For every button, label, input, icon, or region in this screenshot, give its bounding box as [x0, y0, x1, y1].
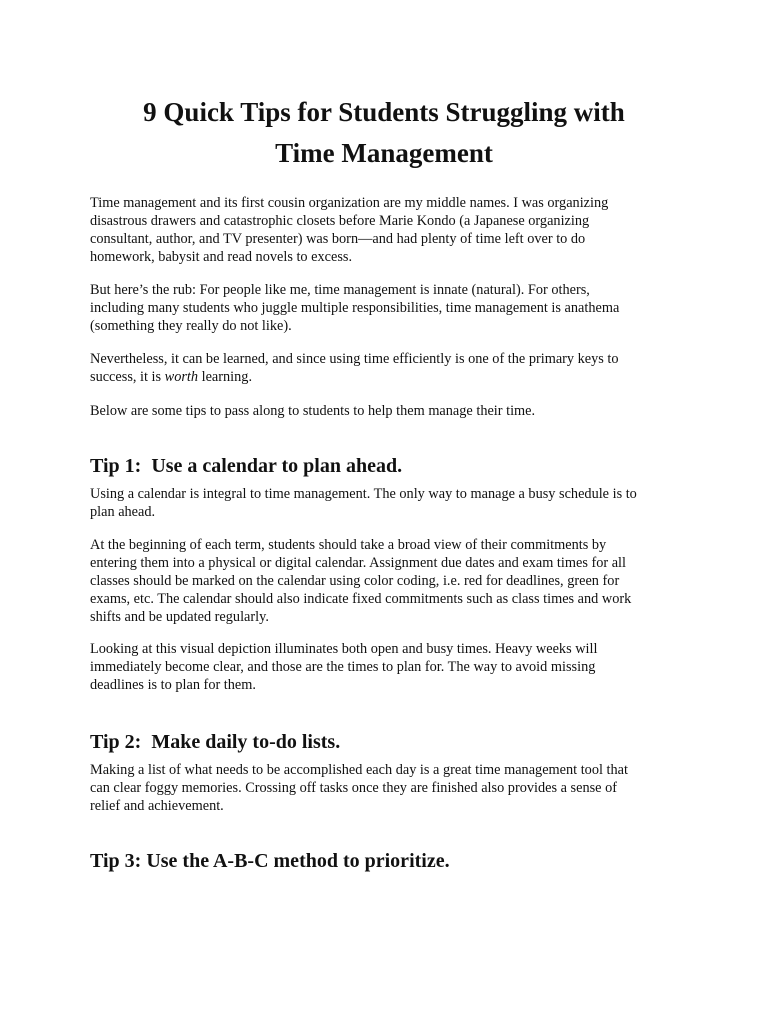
title-line-2: Time Management: [275, 138, 493, 168]
tip-1-heading: Tip 1: Use a calendar to plan ahead.: [90, 455, 403, 477]
intro-paragraph-1: Time management and its first cousin organization are my middle names. I was organizing disastrous drawers and catastrophic closets before Marie Kondo (a Japanese organizing consultant, author, and TV presenter) was born—and had plenty of time left over to do homework, babysit and read novels to excess.: [90, 195, 609, 265]
title-line-1: 9 Quick Tips for Students Struggling with: [143, 97, 625, 127]
intro-paragraph-4: Below are some tips to pass along to students to help them manage their time.: [90, 403, 536, 419]
tip-1-paragraph-2: At the beginning of each term, students should take a broad view of their commitments by entering them into a physical or digital calendar. Assignment due dates and exam times for all classes should be marked on the calendar using color coding, i.e. red for deadlines, green for exams, etc. The calendar should also indicate fixed commitments such as class times and work shifts and be updated regularly.: [90, 537, 632, 625]
tip-3-heading: Tip 3: Use the A-B-C method to prioritize.: [90, 850, 450, 872]
emphasis-worth: worth: [164, 369, 199, 385]
intro-paragraph-3: Nevertheless, it can be learned, and since using time efficiently is one of the primary keys to success, it is worth learning.: [90, 351, 619, 385]
tip-2-heading: Tip 2: Make daily to-do lists.: [90, 731, 341, 753]
document-title: [84, 92, 684, 174]
intro-paragraph-2: But here’s the rub: For people like me, time management is innate (natural). For others, including many students who juggle multiple responsibilities, time management is anathema (something they really do not like).: [90, 282, 620, 334]
tip-2-paragraph-1: Making a list of what needs to be accomplished each day is a great time management tool that can clear foggy memories. Crossing off tasks once they are finished also provides a sense of relief and achievement.: [90, 762, 628, 814]
tip-1-paragraph-1: Using a calendar is integral to time management. The only way to manage a busy schedule is to plan ahead.: [90, 486, 637, 520]
tip-1-paragraph-3: Looking at this visual depiction illuminates both open and busy times. Heavy weeks will immediately become clear, and those are the times to plan for. The way to avoid missing deadlines is to plan for them.: [90, 641, 598, 693]
